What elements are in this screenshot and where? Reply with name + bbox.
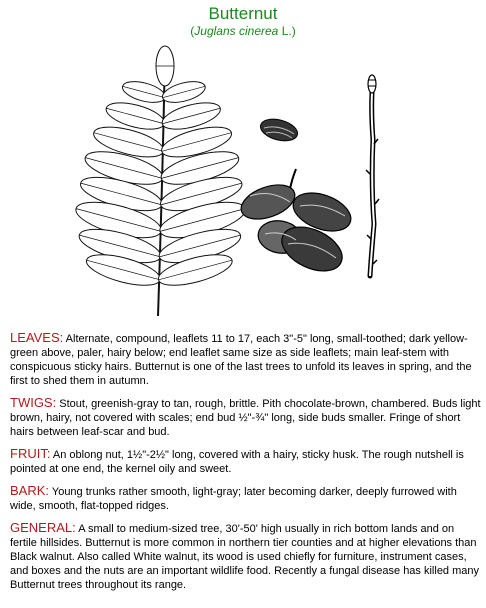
illustration-svg	[0, 44, 486, 322]
nut-drawing	[258, 115, 300, 144]
page-header	[0, 4, 486, 39]
section-term: FRUIT:	[10, 446, 51, 461]
compound-leaf-drawing	[72, 46, 248, 316]
nut-cluster-drawing	[237, 169, 356, 280]
section-body: Alternate, compound, leaflets 11 to 17, each 3"-5" long, small-toothed; dark yellow-green above, paler, hairy below; end leaflet same size as side leaflets; main leaf-stem with conspicuous sticky hairs. Butternut is one of the last trees to unfold its leaves in spring, and the first to shed them in autumn.	[10, 333, 472, 387]
section-fruit	[10, 447, 482, 476]
subtitle-open-paren: (	[190, 24, 195, 38]
twig-drawing	[366, 75, 379, 276]
section-term: LEAVES:	[10, 330, 64, 345]
latin-name: Juglans cinerea	[194, 24, 279, 38]
section-general	[10, 521, 482, 592]
section-bark	[10, 484, 482, 513]
nut-shell	[258, 115, 300, 144]
butternut-illustration	[0, 44, 486, 322]
section-body: A small to medium-sized tree, 30'-50' high usually in rich bottom lands and on fertile hillsides. Butternut is more common in northern tier counties and at higher elevations than Black walnut. Also called White walnut, its wood is used chiefly for furniture, instrument cases, and boxes and the nuts are an important wildlife food. Recently a fungal disease has killed many Butternut trees throughout its range.	[10, 523, 480, 591]
section-twigs	[10, 396, 482, 439]
leaflet-group	[72, 46, 248, 291]
section-body: An oblong nut, 1½"-2½" long, covered with a hairy, sticky husk. The rough nutshell is pointed at one end, the kernel oily and sweet.	[10, 449, 464, 475]
section-body: Young trunks rather smooth, light-gray; later becoming darker, deeply furrowed with wide, smooth, flat-topped ridges.	[10, 486, 457, 512]
page-title: Butternut	[208, 4, 278, 23]
section-body: Stout, greenish-gray to tan, rough, brittle. Pith chocolate-brown, chambered. Buds light brown, hairy, not covered with scales; end bud ½"-¾" long, side buds smaller. Fringe of short hairs between leaf-scar and bud.	[10, 398, 481, 438]
section-term: BARK:	[10, 483, 50, 498]
scientific-name	[0, 24, 486, 39]
terminal-bud	[368, 75, 376, 93]
section-term: GENERAL:	[10, 520, 76, 535]
subtitle-rest: L.)	[278, 24, 296, 38]
description-text	[10, 331, 482, 600]
section-term: TWIGS:	[10, 395, 57, 410]
section-leaves	[10, 331, 482, 388]
cluster-stem	[290, 169, 296, 189]
